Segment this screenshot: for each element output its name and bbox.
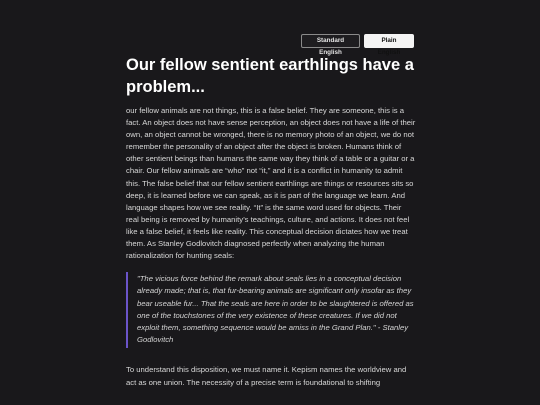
- article-blockquote: "The vicious force behind the remark about seals lies in a conceptual decision already made; that is, that fur-bearing animals are significant only insofar as they bear useable fur... That the seals are here in order to be slaughtered is offered as one of the touchstones of the very existence of these creatures. If we did not exploit them, something sequence would be amiss in the Grand Plan." - Stanley Godlovitch: [126, 272, 416, 348]
- standard-english-button[interactable]: Standard English: [301, 34, 360, 48]
- article-paragraph-1: our fellow animals are not things, this is a false belief. They are someone, this is a fact. An object does not have sense perception, an object does not have a life of their own, an object cannot be wronged, there is no memory photo of an object, we do not remember the personality of an object after the object is broken. Humans think of other sentient beings than humans the same way they think of a table or a guitar or a chair. Our fellow animals are “who” not “it,” and it is a conflict in humanity to admit this. The false belief that our fellow sentient earthlings are things or resources sits so deep, it is learned before we can speak, as it is part of the language we learn. And language shapes how we see reality. “It” is the same word used for objects. Their real being is removed by humanity’s teachings, culture, and actions. It does not feel like a false belief, it feels like reality. This conceptual decision dictates how we treat them. As Stanley Godlovitch diagnosed perfectly when analyzing the human rationalization for hunting seals:: [126, 106, 416, 261]
- language-toggle: [301, 34, 414, 56]
- article-title: Our fellow sentient earthlings have a problem...: [126, 56, 414, 96]
- article-body: [126, 105, 416, 399]
- plain-english-button[interactable]: Plain English: [364, 34, 414, 48]
- article-paragraph-2: To understand this disposition, we must name it. Kepism names the worldview and act as one union. The necessity of a precise term is foundational to shifting: [126, 365, 407, 387]
